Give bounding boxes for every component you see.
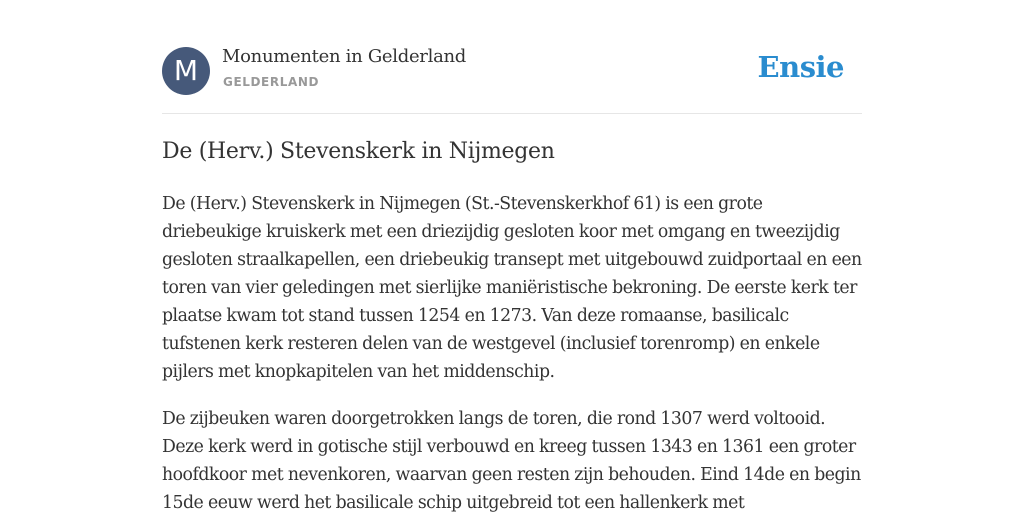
article-body bbox=[162, 190, 862, 512]
page bbox=[162, 0, 862, 512]
site-subtitle[interactable]: GELDERLAND bbox=[223, 75, 320, 89]
header bbox=[162, 0, 862, 114]
article-title: De (Herv.) Stevenskerk in Nijmegen bbox=[162, 139, 555, 164]
brand-logo[interactable]: Ensie bbox=[757, 50, 844, 84]
paragraph: De (Herv.) Stevenskerk in Nijmegen (St.-Stevenskerkhof 61) is een grote driebeukige kruiskerk met een driezijdig gesloten koor met omgang en tweezijdig gesloten straalkapellen, een driebeukig transept met uitgebouwd zuidportaal en een toren van vier geledingen met sierlijke maniëristische bekroning. De eerste kerk ter plaatse kwam tot stand tussen 1254 en 1273. Van deze romaanse, basilicalc tufstenen kerk resteren delen van de westgevel (inclusief torenromp) en enkele pijlers met knopkapitelen van het middenschip. bbox=[162, 194, 862, 382]
avatar[interactable]: M bbox=[162, 47, 210, 95]
site-title[interactable]: Monumenten in Gelderland bbox=[222, 46, 467, 67]
paragraph: De zijbeuken waren doorgetrokken langs de toren, die rond 1307 werd voltooid. Deze kerk werd in gotische stijl verbouwd en kreeg tussen 1343 en 1361 een groter hoofdkoor met nevenkoren, waarvan geen resten zijn behouden. Eind 14de en begin 15de eeuw werd het basilicale schip uitgebreid tot een hallenkerk met bbox=[162, 409, 861, 512]
